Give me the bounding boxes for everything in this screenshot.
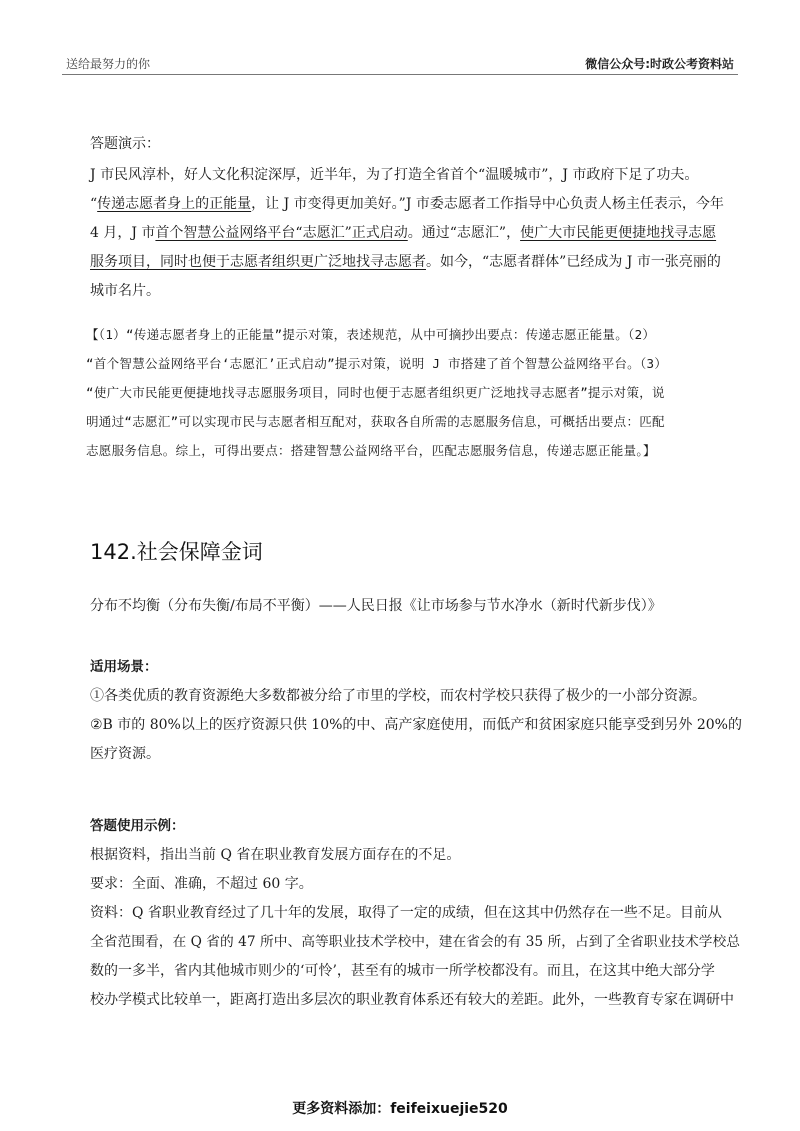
demo-label-text: 答题演示：	[90, 136, 160, 152]
section-title: 142.社会保障金词	[90, 540, 263, 564]
scene-block	[90, 653, 740, 769]
scene-item-1: ①各类优质的教育资源绝大多数都被分给了市里的学校，而农村学校只获得了极少的一小部分资源。	[90, 688, 706, 704]
material-row-2: 全省范围看，在 Q 省的 47 所中、高等职业技术学校中，建在省会的有 35 所，占到了全省职业技术学校总	[90, 934, 740, 950]
demo-row-3	[90, 219, 740, 248]
demo-underline: 首个智慧公益网络平台“志愿汇”正式启动	[155, 225, 408, 241]
note-row-4: 明通过“志愿汇”可以实现市民与志愿者相互配对，获取各自所需的志愿服务信息，可概括出要点：匹配	[86, 414, 665, 429]
demo-label	[90, 130, 740, 159]
header-divider	[62, 74, 738, 75]
material-row-1: 资料：Q 省职业教育经过了几十年的发展，取得了一定的成绩，但在这其中仍然存在一些不足。目前从	[90, 905, 722, 921]
page-footer: 更多资料添加：feifeixuejie520	[292, 1101, 508, 1117]
scene-item-2-row-2: 医疗资源。	[90, 746, 160, 762]
note-row-3: “使广大市民能更便捷地找寻志愿服务项目，同时也便于志愿者组织更广泛地找寻志愿者”提示对策，说	[86, 385, 665, 400]
material-row-4: 校办学模式比较单一，距离打造出多层次的职业教育体系还有较大的差距。此外，一些教育专家在调研中	[90, 992, 734, 1008]
note-row-5: 志愿服务信息。综上，可得出要点：搭建智慧公益网络平台，匹配志愿服务信息，传递志愿正能量。】	[86, 443, 656, 458]
example-requirement: 要求：全面、准确，不超过 60 字。	[90, 876, 313, 892]
scene-item-2-row-1: ②B 市的 80%以上的医疗资源只供 10%的中、高产家庭使用，而低产和贫困家庭只能享受到另外 20%的	[90, 717, 742, 733]
demo-text: 。如今，“志愿者群体”已经成为 J 市一张亮丽的	[426, 254, 721, 270]
note-row-1: 【（1）“传递志愿者身上的正能量”提示对策，表述规范，从中可摘抄出要点：传递志愿正能量。（2）	[86, 327, 656, 342]
demo-text: 。通过“志愿汇”，	[407, 225, 521, 241]
demo-row-4	[90, 248, 740, 277]
demo-underline: 传递志愿者身上的正能量	[97, 196, 252, 212]
note-row-2: “首个智慧公益网络平台‘志愿汇’正式启动”提示对策，说明 J 市搭建了首个智慧公益网络平台。（3）	[86, 356, 668, 371]
demo-text: “	[90, 196, 98, 212]
material-row-3: 数的一多半，省内其他城市则少的‘可怜’，甚至有的城市一所学校都没有。而且，在这其中绝大部分学	[90, 963, 715, 979]
demo-paragraph	[90, 161, 740, 306]
header-right-text: 微信公众号:时政公考资料站	[585, 57, 734, 71]
scene-label: 适用场景：	[90, 659, 158, 675]
demo-row-5: 城市名片。	[90, 283, 160, 299]
demo-analysis-note	[86, 320, 736, 465]
demo-text: ，让 J 市变得更加美好。”J 市委志愿者工作指导中心负责人杨主任表示，今年	[251, 196, 724, 212]
example-block	[90, 812, 740, 1015]
demo-row-1: J 市民风淳朴，好人文化积淀深厚，近半年，为了打造全省首个“温暖城市”，J 市政府下足了功夫。	[90, 167, 699, 183]
demo-underline: 服务项目，同时也便于志愿者组织更广泛地找寻志愿者	[90, 254, 426, 270]
demo-underline: 使广大市民能更便捷地找寻志愿	[520, 225, 717, 241]
key-phrase-text: 分布不均衡（分布失衡/布局不平衡）——人民日报《让市场参与节水净水（新时代新步伐）》	[90, 598, 662, 614]
header-left-text: 送给最努力的你	[66, 57, 151, 71]
example-label: 答题使用示例：	[90, 818, 185, 834]
demo-text: 4 月，J 市	[90, 225, 156, 241]
key-phrase	[90, 592, 740, 621]
demo-row-2	[90, 190, 740, 219]
example-question: 根据资料，指出当前 Q 省在职业教育发展方面存在的不足。	[90, 847, 461, 863]
